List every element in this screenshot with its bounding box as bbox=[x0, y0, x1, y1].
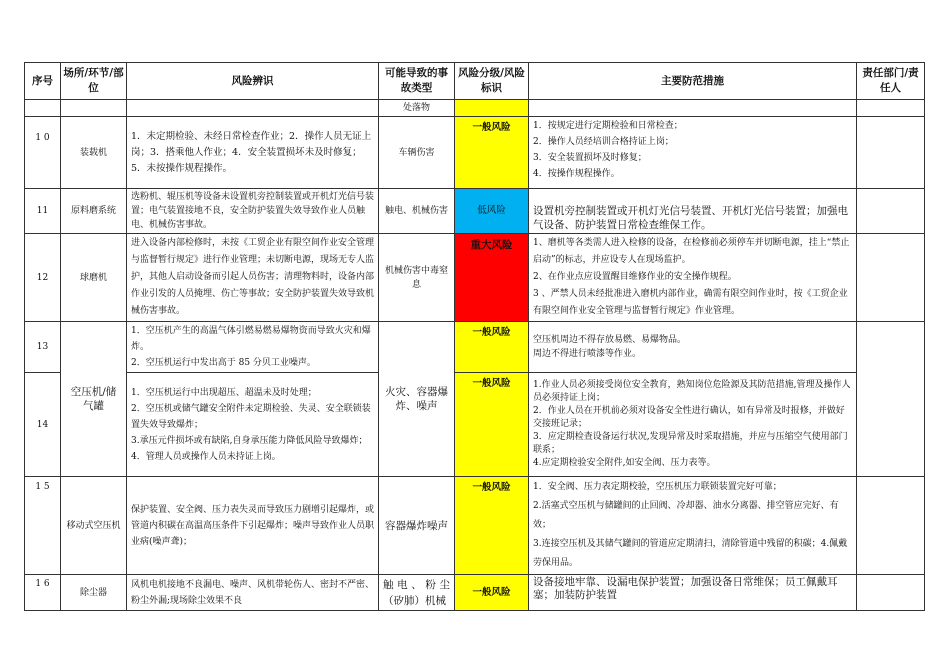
row-measures: 设备接地牢靠、设漏电保护装置；加强设备日常维保；员工佩戴耳塞；加装防护装置 bbox=[529, 575, 857, 611]
row-no: 14 bbox=[25, 373, 61, 477]
row-measures: 1.作业人员必须接受岗位安全教育，熟知岗位危险源及其防范措施,管理及操作人员必须持证上岗； 2．作业人员在开机前必须对设备安全性进行确认，如有异常及时报修，并做好交接班记录； 3．应定期检查设备运行状况,发现异常及时采取措施，并应与压缩空气使用部门联系； 4.应定期检验安全附件,如安全阀、压力表等。 bbox=[529, 373, 857, 477]
row-risk: 1．空压机产生的高温气体引燃易燃易爆物资而导致火灾和爆炸。 2．空压机运行中发出高于 85 分贝工业噪声。 bbox=[127, 322, 379, 373]
row-accident: 车辆伤害 bbox=[379, 117, 455, 189]
risk-level-badge: 一般风险 bbox=[455, 575, 529, 611]
row-risk: 1．未定期检验、未经日常检查作业；2．操作人员无证上岗；3．搭乘他人作业；4．安全装置损坏未及时修复；5．未按操作规程操作。 bbox=[127, 117, 379, 189]
row-risk: 进入设备内部检修时，未按《工贸企业有限空间作业安全管理与监督暂行规定》进行作业管理；未切断电源，现场无专人监护，其他人启动设备而引起人员伤害；清理物料时，设备内部作业引发的人员掩埋、伤亡等事故；安全防护装置失效导致机械伤害事故。 bbox=[127, 234, 379, 322]
header-no: 序号 bbox=[25, 63, 61, 100]
row-owner bbox=[857, 477, 925, 575]
risk-level-badge: 一般风险 bbox=[455, 373, 529, 477]
row-no: 1 0 bbox=[25, 117, 61, 189]
row-place: 球磨机 bbox=[61, 234, 127, 322]
row-owner bbox=[857, 117, 925, 189]
row-measures: 空压机周边不得存放易燃、易爆物品。 周边不得进行喷漆等作业。 bbox=[529, 322, 857, 373]
risk-level-badge: 一般风险 bbox=[455, 322, 529, 373]
table-row bbox=[25, 189, 925, 234]
risk-level-badge: 低风险 bbox=[455, 189, 529, 234]
row-risk: 选粉机、辊压机等设备未设置机旁控制装置或开机灯光信号装置；电气装置接地不良，安全防护装置失效导致作业人员触电、机械伤害事故。 bbox=[127, 189, 379, 234]
row-no: 1 5 bbox=[25, 477, 61, 575]
header-risk: 风险辨识 bbox=[127, 63, 379, 100]
row-no: 13 bbox=[25, 322, 61, 373]
header-owner: 责任部门/责任人 bbox=[857, 63, 925, 100]
row-accident: 触 电 、 粉 尘（矽肺）机械 bbox=[379, 575, 455, 611]
row-no: 12 bbox=[25, 234, 61, 322]
header-accident: 可能导致的事故类型 bbox=[379, 63, 455, 100]
row-place: 原料磨系统 bbox=[61, 189, 127, 234]
row-risk: 1．空压机运行中出现超压、超温未及时处理； 2．空压机或储气罐安全附件未定期检验、失灵、安全联锁装置失效导致爆炸； 3.承压元件损坏或有缺陷,自身承压能力降低风险导致爆炸； 4．管理人员或操作人员未持证上岗。 bbox=[127, 373, 379, 477]
row-measures: 1、磨机等各类需人进入检修的设备，在检修前必须停车并切断电源，挂上“禁止启动”的标志，并应设专人在现场监护。 2、在作业点应设置醒目维修作业的安全操作规程。 3 、严禁人员未经批准进入磨机内部作业，确需有限空间作业时，按《工贸企业有限空间作业安全管理与监督暂行规定》作业管理。 bbox=[529, 234, 857, 322]
row-owner bbox=[857, 189, 925, 234]
row-measures: 设置机旁控制装置或开机灯光信号装置、开机灯光信号装置；加强电气设备、防护装置日常检查维保工作。 bbox=[529, 189, 857, 234]
row-measures: 1．按规定进行定期检验和日常检查； 2．操作人员经培训合格持证上岗； 3．安全装置损坏及时修复； 4．按操作规程操作。 bbox=[529, 117, 857, 189]
risk-level-badge: 一般风险 bbox=[455, 477, 529, 575]
row-owner bbox=[857, 234, 925, 322]
row-measures: 1．安全阀、压力表定期校验，空压机压力联锁装置完好可靠； 2.活塞式空压机与储罐间的止回阀、冷却器、油水分离器、排空管应完好、有效； 3.连接空压机及其储气罐间的管道应定期清扫，清除管道中残留的积碳；4.佩戴劳保用品。 bbox=[529, 477, 857, 575]
table-row bbox=[25, 322, 925, 373]
table-row bbox=[25, 373, 925, 477]
row-accident: 火灾、容器爆炸、噪声 bbox=[379, 322, 455, 477]
table-row bbox=[25, 477, 925, 575]
table-row bbox=[25, 575, 925, 611]
row-accident: 机械伤害中毒窒息 bbox=[379, 234, 455, 322]
row-accident: 容器爆炸噪声 bbox=[379, 477, 455, 575]
row-no: 1 6 bbox=[25, 575, 61, 611]
carry-accident: 处落物 bbox=[379, 100, 455, 117]
row-owner bbox=[857, 322, 925, 477]
row-place: 装载机 bbox=[61, 117, 127, 189]
header-measures: 主要防范措施 bbox=[529, 63, 857, 100]
row-place: 移动式空压机 bbox=[61, 477, 127, 575]
row-place: 空压机/储气罐 bbox=[61, 322, 127, 477]
table-row bbox=[25, 234, 925, 322]
header-place: 场所/环节/部位 bbox=[61, 63, 127, 100]
risk-table bbox=[24, 62, 925, 611]
row-risk: 保护装置、安全阀、压力表失灵而导致压力剧增引起爆炸，或管道内积碳在高温高压条件下引起爆炸；噪声导致作业人员职业病(噪声聋)； bbox=[127, 477, 379, 575]
header-row bbox=[25, 63, 925, 100]
table-row bbox=[25, 117, 925, 189]
header-level: 风险分级/风险标识 bbox=[455, 63, 529, 100]
row-owner bbox=[857, 575, 925, 611]
row-accident: 触电、机械伤害 bbox=[379, 189, 455, 234]
risk-level-badge: 重大风险 bbox=[455, 234, 529, 322]
carry-row bbox=[25, 100, 925, 117]
row-no: 11 bbox=[25, 189, 61, 234]
risk-level-badge: 一般风险 bbox=[455, 117, 529, 189]
row-risk: 风机电机接地不良漏电、噪声、风机带轮伤人、密封不严密、粉尘外漏;现场除尘效果不良 bbox=[127, 575, 379, 611]
row-place: 除尘器 bbox=[61, 575, 127, 611]
